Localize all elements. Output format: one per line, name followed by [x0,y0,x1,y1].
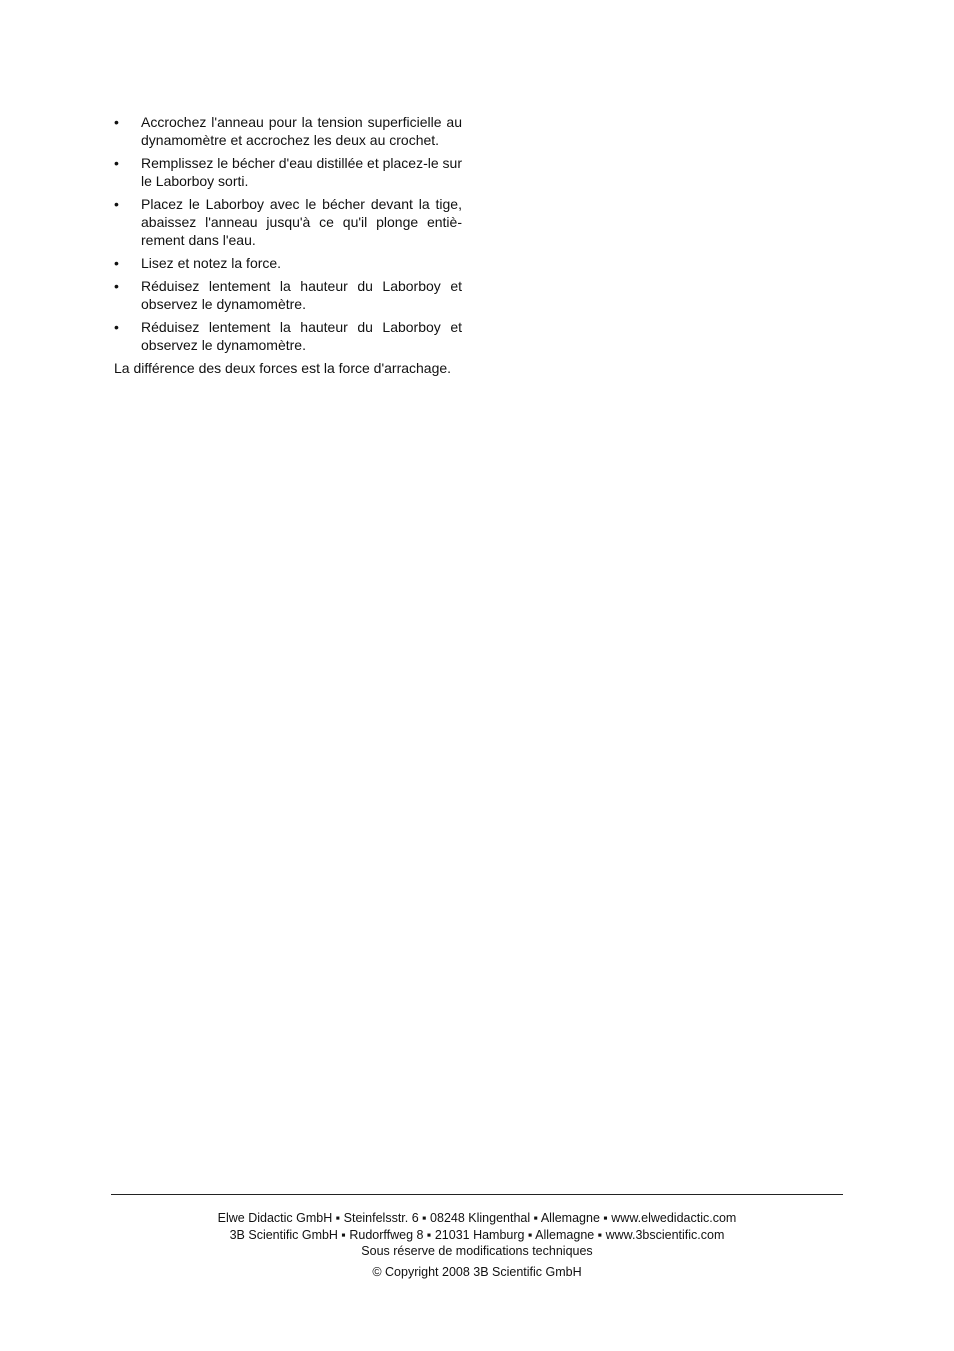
instruction-text: Réduisez lentement la hauteur du Laborboy et observez le dynamomètre. [141,278,462,312]
instruction-text: Placez le Laborboy avec le bécher devant la tige, abaissez l'anneau jusqu'à ce qu'il plonge entièrement dans l'eau. [141,196,462,248]
instruction-item [114,318,462,354]
instruction-list [114,113,462,354]
instruction-text: Réduisez lentement la hauteur du Laborboy et observez le dynamomètre. [141,319,462,353]
instruction-item [114,195,462,249]
conclusion-text: La différence des deux forces est la force d'arrachage. [114,360,452,376]
bullet-icon: • [114,255,119,271]
bullet-icon: • [114,278,119,294]
bullet-icon: • [114,114,119,130]
bullet-icon: • [114,196,119,212]
footer-disclaimer: Sous réserve de modifications techniques [361,1244,593,1258]
footer-divider [111,1194,843,1195]
bullet-icon: • [114,155,119,171]
footer-address-3b: 3B Scientific GmbH ▪ Rudorffweg 8 ▪ 21031 Hamburg ▪ Allemagne ▪ www.3bscientific.com [229,1227,725,1242]
instruction-text: Accrochez l'anneau pour la tension superficielle au dynamomètre et accrochez les deux au crochet. [141,114,462,148]
footer-copyright: © Copyright 2008 3B Scientific GmbH [372,1264,582,1279]
bullet-icon: • [114,319,119,335]
instruction-item [114,113,462,149]
instruction-text: Lisez et notez la force. [141,255,282,271]
instructions-section [114,113,462,377]
instruction-text: Remplissez le bécher d'eau distillée et placez-le sur le Laborboy sorti. [141,155,462,189]
instruction-item [114,154,462,190]
instruction-item [114,254,462,272]
instruction-item [114,277,462,313]
footer-address-elwe: Elwe Didactic GmbH ▪ Steinfelsstr. 6 ▪ 08248 Klingenthal ▪ Allemagne ▪ www.elwedidactic.com [217,1211,737,1225]
page-footer [111,1210,843,1280]
